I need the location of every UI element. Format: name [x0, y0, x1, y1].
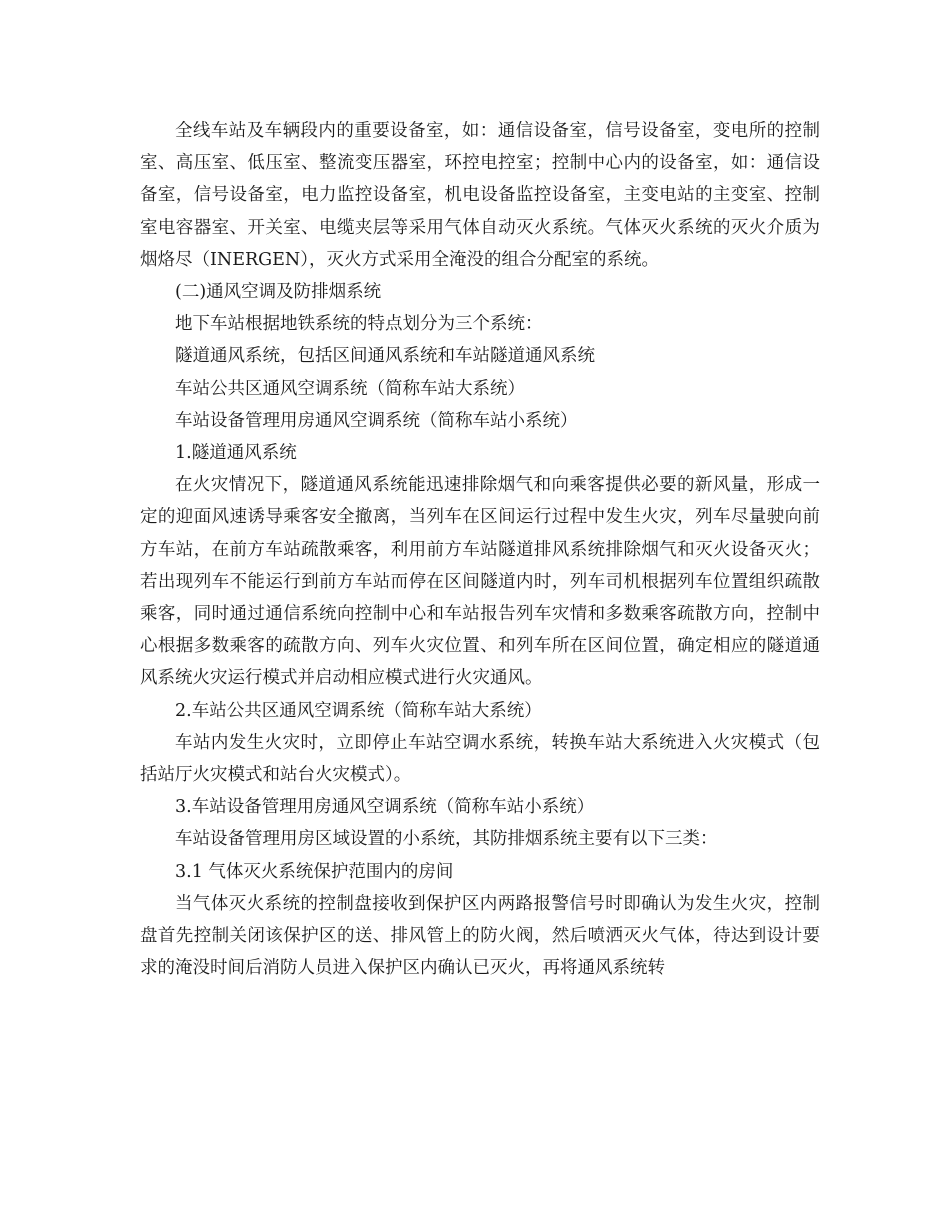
paragraph-station-fire-mode: 车站内发生火灾时，立即停止车站空调水系统，转换车站大系统进入火灾模式（包括站厅火灾模式和站台火灾模式）。 — [140, 732, 820, 786]
list-item-public-area-system: 车站公共区通风空调系统（简称车站大系统） — [175, 378, 525, 399]
subheading-tunnel-ventilation: 1.隧道通风系统 — [175, 443, 297, 464]
paragraph-gas-control-procedure: 当气体灭火系统的控制盘接收到保护区内两路报警信号时即确认为发生火灾，控制盘首先控制关闭该保护区的送、排风管上的防火阀，然后喷洒灭火气体，待达到设计要求的淹没时间后消防人员进入保护区内确认已灭火，再将通风系统转 — [140, 893, 820, 979]
paragraph-smoke-exhaust-types: 车站设备管理用房区域设置的小系统，其防排烟系统主要有以下三类： — [175, 829, 718, 850]
subheading-public-area-system: 2.车站公共区通风空调系统（简称车站大系统） — [175, 700, 542, 721]
paragraph-gas-extinguishing-scope: 全线车站及车辆段内的重要设备室，如：通信设备室，信号设备室，变电所的控制室、高压室、低压室、整流变压器室，环控电控室；控制中心内的设备室，如：通信设备室，信号设备室，电力监控设备室，机电设备监控设备室，主变电站的主变室、控制室电容器室、开关室、电缆夹层等采用气体自动灭火系统。气体灭火系统的灭火介质为烟烙尽（INERGEN），灭火方式采用全淹没的组合分配室的系统。 — [140, 121, 820, 270]
list-item-equipment-room-system: 车站设备管理用房通风空调系统（简称车站小系统） — [175, 410, 578, 431]
list-item-tunnel-ventilation: 隧道通风系统，包括区间通风系统和车站隧道通风系统 — [175, 346, 595, 367]
paragraph-three-systems-intro: 地下车站根据地铁系统的特点划分为三个系统： — [175, 314, 543, 335]
subheading-equipment-room-system: 3.车站设备管理用房通风空调系统（简称车站小系统） — [175, 797, 595, 818]
subheading-gas-protected-rooms: 3.1 气体灭火系统保护范围内的房间 — [175, 861, 454, 882]
section-heading-ventilation: (二)通风空调及防排烟系统 — [175, 282, 382, 303]
paragraph-tunnel-fire-response: 在火灾情况下，隧道通风系统能迅速排除烟气和向乘客提供必要的新风量，形成一定的迎面风速诱导乘客安全撤离，当列车在区间运行过程中发生火灾，列车尽量驶向前方车站，在前方车站疏散乘客，利用前方车站隧道排风系统排除烟气和灭火设备灭火；若出现列车不能运行到前方车站而停在区间隧道内时，列车司机根据列车位置组织疏散乘客，同时通过通信系统向控制中心和车站报告列车灾情和多数乘客疏散方向，控制中心根据多数乘客的疏散方向、列车火灾位置、和列车所在区间位置，确定相应的隧道通风系统火灾运行模式并启动相应模式进行火灾通风。 — [140, 475, 820, 689]
document-body — [140, 115, 820, 984]
